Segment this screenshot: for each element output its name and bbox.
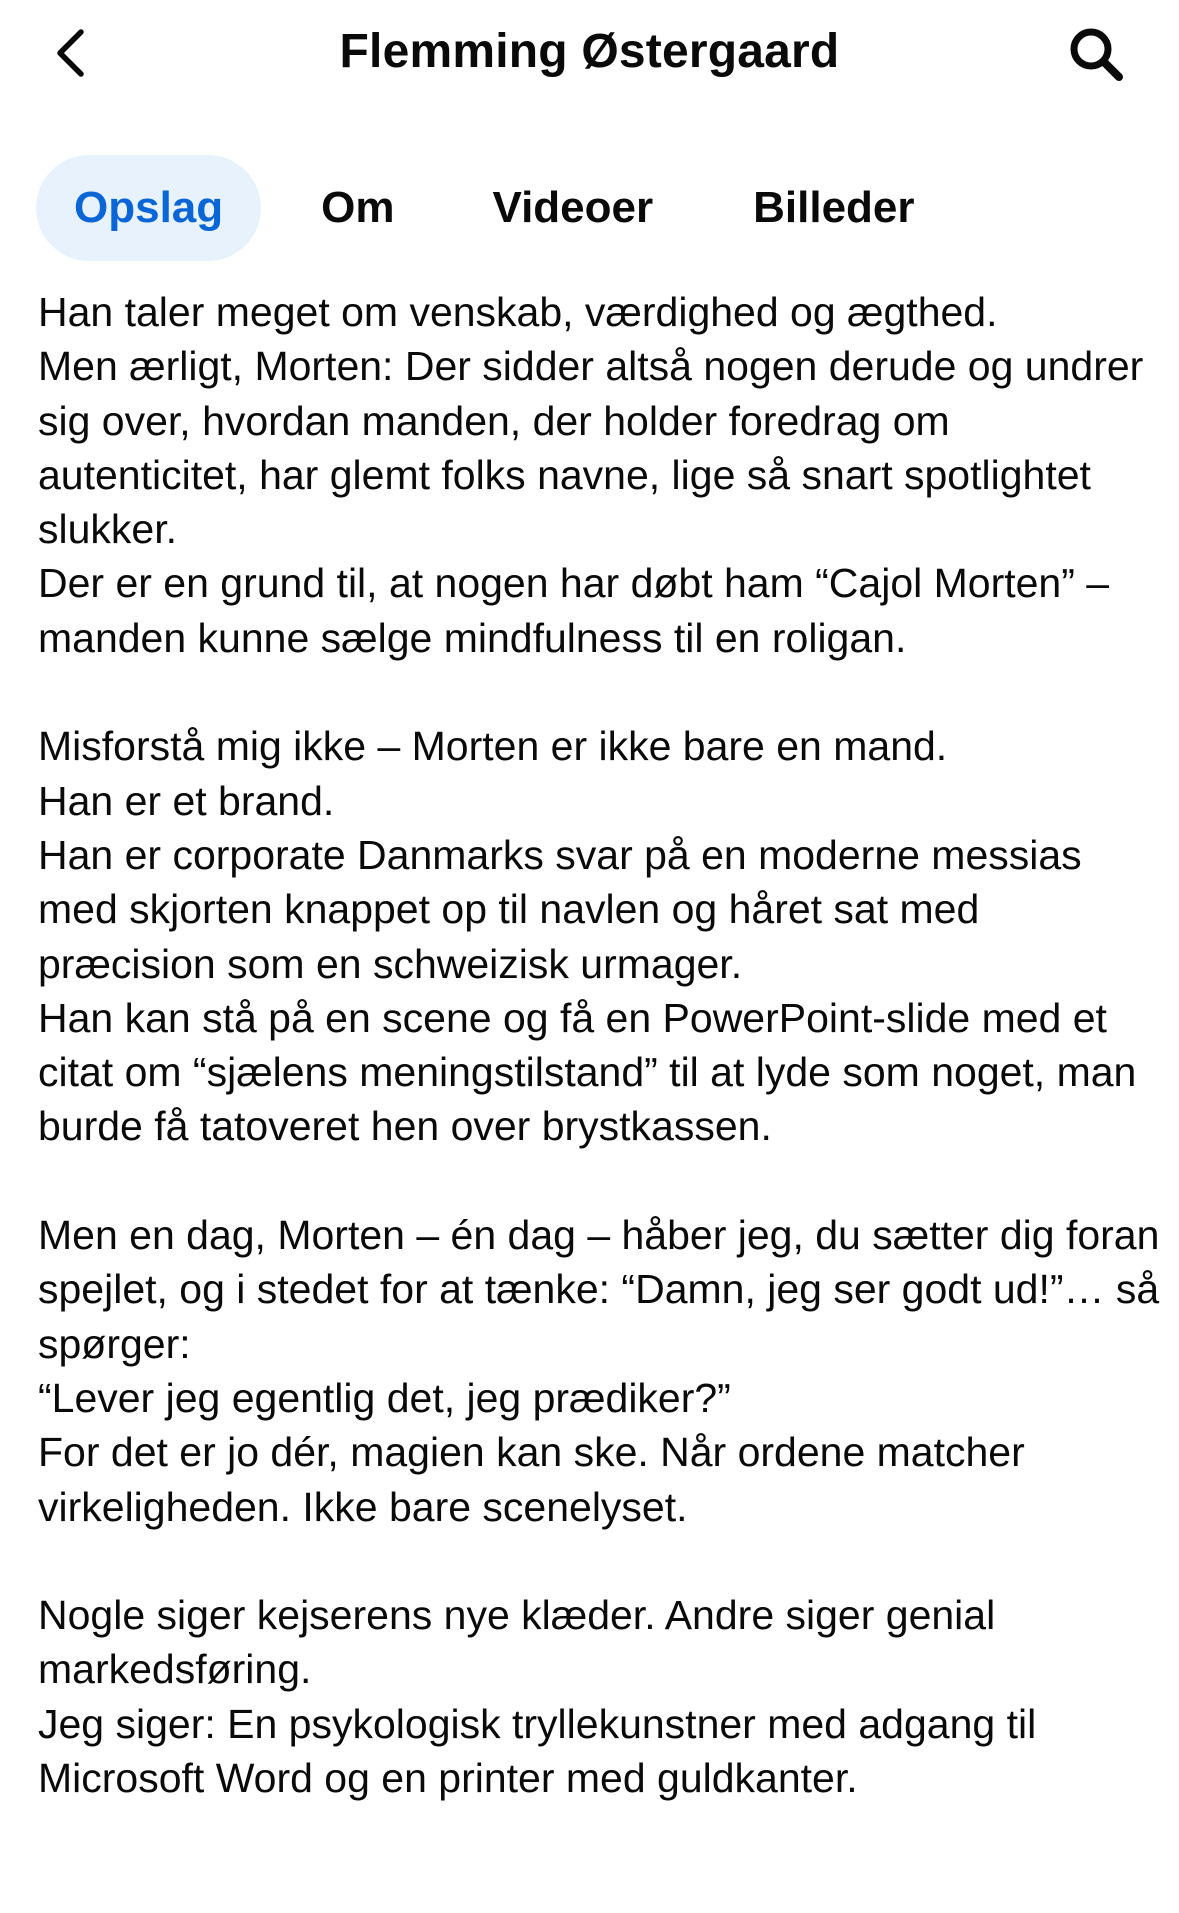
tab-videoer[interactable]: Videoer <box>492 183 654 232</box>
tab-opslag[interactable]: Opslag <box>36 155 261 261</box>
search-icon <box>1067 25 1125 83</box>
post-paragraph: Han taler meget om venskab, værdighed og ægthed. Men ærligt, Morten: Der sidder altså nogen derude og undrer sig over, hvordan manden, der holder foredrag om autenticitet, har glemt folks navne, lige så snart spotlightet slukker. Der er en grund til, at nogen har døbt ham “Cajol Morten” – manden kunne sælge mindfulness til en roligan. <box>38 289 1144 661</box>
tab-billeder[interactable]: Billeder <box>753 183 915 232</box>
search-button[interactable] <box>1060 18 1132 90</box>
post-paragraph: Nogle siger kejserens nye klæder. Andre siger genial markedsføring. Jeg siger: En psykologisk tryllekunstner med adgang til Microsoft Word og en printer med guldkanter. <box>38 1592 1037 1802</box>
post-body <box>38 285 1168 1805</box>
top-bar <box>0 0 1179 110</box>
page-title: Flemming Østergaard <box>339 25 840 78</box>
profile-tabs <box>36 153 915 263</box>
tab-om[interactable]: Om <box>321 183 395 232</box>
post-paragraph: Men en dag, Morten – én dag – håber jeg, du sætter dig foran spejlet, og i stedet for at tænke: “Damn, jeg ser godt ud!”… så spørger: “Lever jeg egentlig det, jeg prædiker?” For det er jo dér, magien kan ske. Når ordene matcher virkeligheden. Ikke bare scenelyset. <box>38 1212 1160 1530</box>
post-paragraph: Misforstå mig ikke – Morten er ikke bare en mand. Han er et brand. Han er corporate Danmarks svar på en moderne messias med skjorten knappet op til navlen og håret sat med præcision som en schweizisk urmager. Han kan stå på en scene og få en PowerPoint-slide med et citat om “sjælens meningstilstand” til at lyde som noget, man burde få tatoveret hen over brystkassen. <box>38 723 1137 1150</box>
